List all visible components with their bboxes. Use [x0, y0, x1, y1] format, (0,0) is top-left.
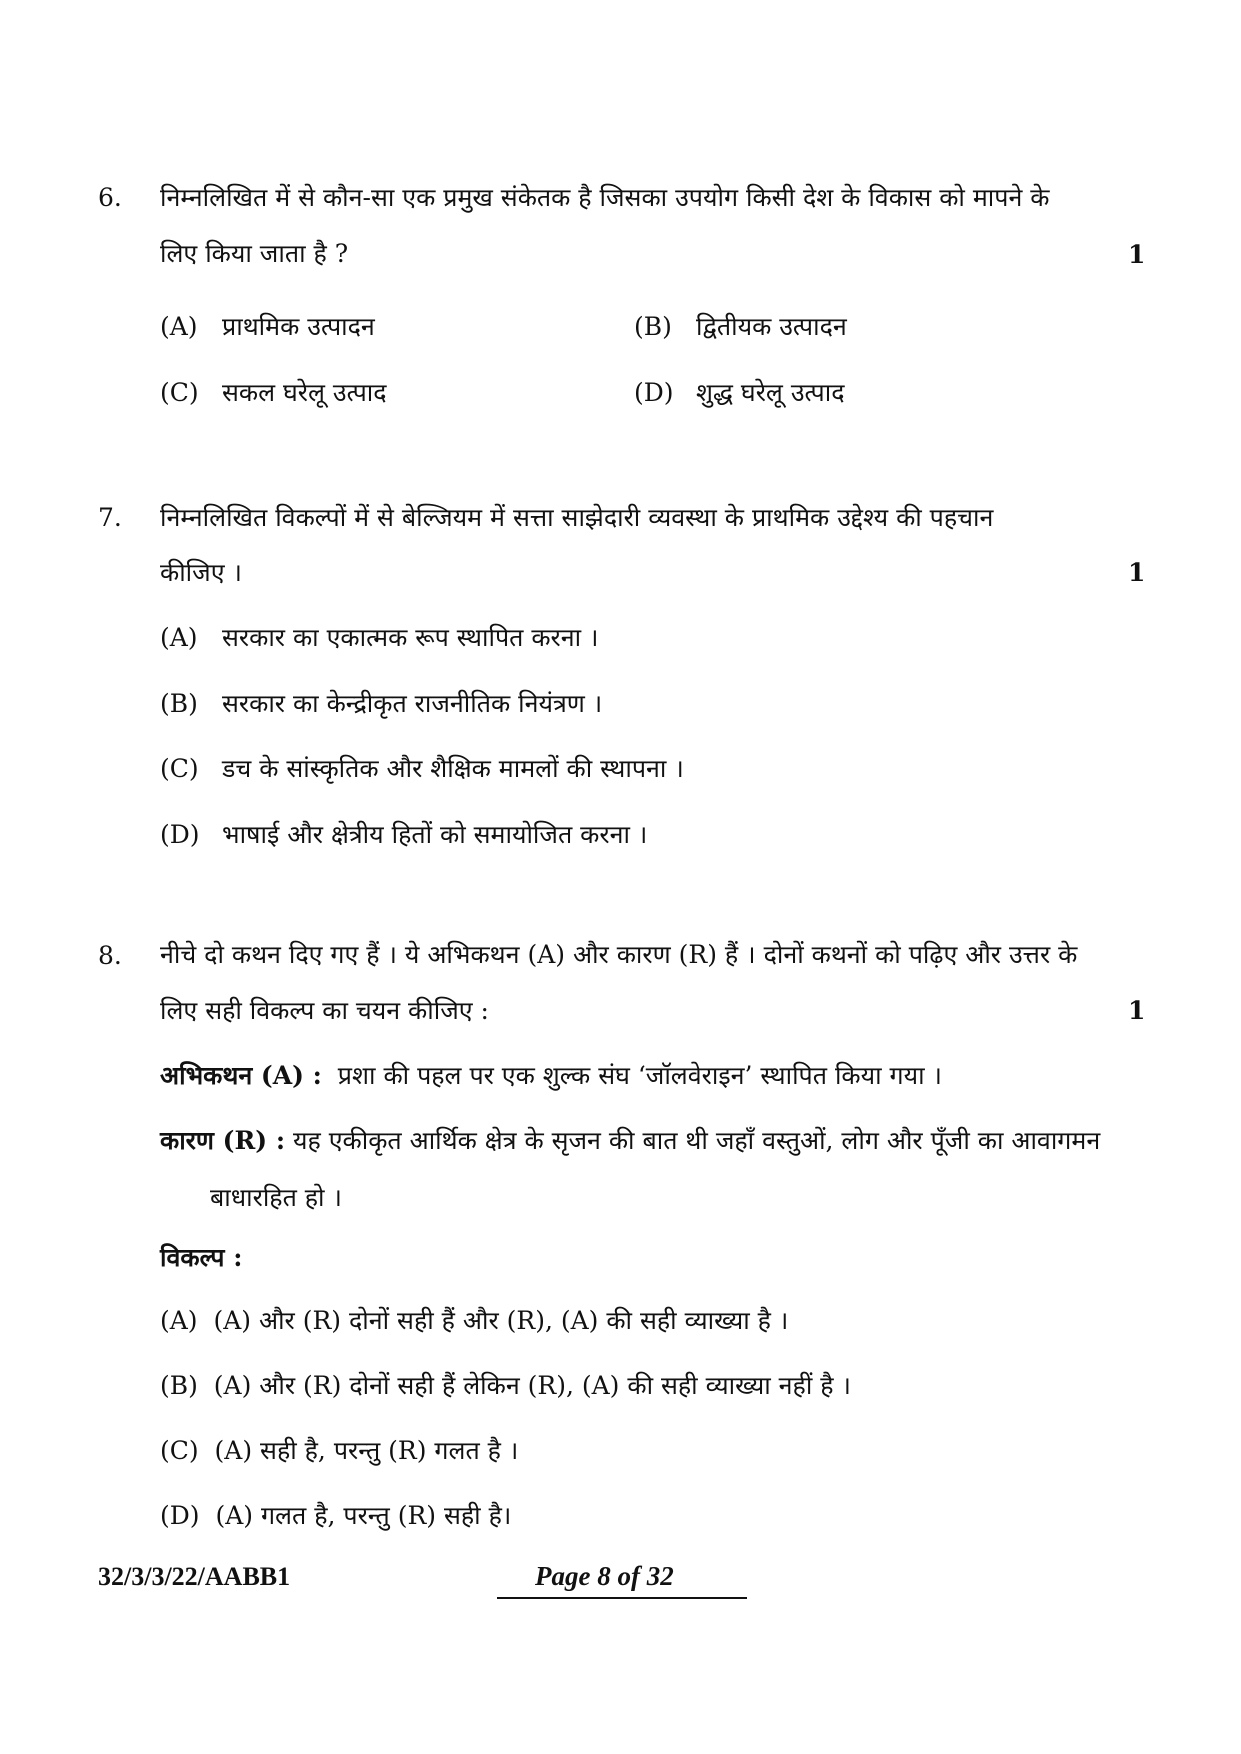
question-7-marks: 1	[1128, 558, 1146, 587]
q8-option-c-label: (C)	[160, 1436, 199, 1465]
q7-option-a-text: सरकार का एकात्मक रूप स्थापित करना ।	[222, 623, 599, 652]
q8-option-c-text: (A) सही है, परन्तु (R) गलत है ।	[214, 1436, 519, 1465]
q6-option-a-text: प्राथमिक उत्पादन	[222, 312, 375, 341]
page-number: Page 8 of 32	[535, 1561, 674, 1591]
assertion-label: अभिकथन (A) :	[160, 1061, 322, 1090]
q6-option-d	[634, 375, 844, 409]
q8-option-d	[160, 1498, 511, 1532]
q8-option-d-text: (A) गलत है, परन्तु (R) सही है।	[215, 1501, 512, 1530]
question-6-number: 6.	[98, 183, 122, 212]
q6-option-c-label: (C)	[160, 378, 199, 407]
q7-option-c-text: डच के सांस्कृतिक और शैक्षिक मामलों की स्थापना ।	[222, 754, 684, 783]
q6-option-b-label: (B)	[634, 312, 672, 341]
question-7-number: 7.	[98, 503, 122, 532]
question-8-number: 8.	[98, 941, 122, 970]
q6-option-b-text: द्वितीयक उत्पादन	[696, 312, 847, 341]
q8-option-b-text: (A) और (R) दोनों सही हैं लेकिन (R), (A) की सही व्याख्या नहीं है ।	[213, 1371, 851, 1400]
q8-option-a-text: (A) और (R) दोनों सही हैं और (R), (A) की सही व्याख्या है ।	[213, 1306, 789, 1335]
question-7-text-line1: निम्नलिखित विकल्पों में से बेल्जियम में सत्ता साझेदारी व्यवस्था के प्राथमिक उद्देश्य की पहचान	[160, 503, 994, 532]
assertion-text: प्रशा की पहल पर एक शुल्क संघ ‘जॉलवेराइन’ स्थापित किया गया ।	[337, 1061, 943, 1090]
q6-option-c	[160, 375, 387, 409]
reason-label: कारण (R) :	[160, 1126, 286, 1155]
question-7-text-line2: कीजिए ।	[160, 558, 242, 587]
q7-option-c	[160, 751, 684, 785]
q6-option-d-label: (D)	[634, 378, 674, 407]
question-8-text-line1: नीचे दो कथन दिए गए हैं । ये अभिकथन (A) और कारण (R) हैं । दोनों कथनों को पढ़िए और उत्तर के	[160, 940, 1078, 969]
q8-option-a	[160, 1303, 788, 1337]
q7-option-a-label: (A)	[160, 623, 198, 652]
q8-option-d-label: (D)	[160, 1501, 200, 1530]
q6-option-a-label: (A)	[160, 312, 198, 341]
question-8-marks: 1	[1128, 996, 1146, 1025]
q7-option-c-label: (C)	[160, 754, 199, 783]
reason-text-line1: यह एकीकृत आर्थिक क्षेत्र के सृजन की बात थी जहाँ वस्तुओं, लोग और पूँजी का आवागमन	[293, 1126, 1101, 1155]
q7-option-b-label: (B)	[160, 689, 198, 718]
q8-option-b-label: (B)	[160, 1371, 198, 1400]
paper-code: 32/3/3/22/AABB1	[98, 1562, 291, 1591]
page-number-underline	[497, 1597, 747, 1599]
q6-option-b	[634, 309, 847, 343]
q8-option-c	[160, 1433, 518, 1467]
question-6-text-line1: निम्नलिखित में से कौन-सा एक प्रमुख संकेतक है जिसका उपयोग किसी देश के विकास को मापने के	[160, 183, 1050, 212]
q8-option-b	[160, 1368, 851, 1402]
question-6-marks: 1	[1128, 240, 1146, 269]
q6-option-a	[160, 309, 375, 343]
reason-text-line2: बाधारहित हो ।	[210, 1183, 342, 1212]
q7-option-b	[160, 686, 602, 720]
q6-option-c-text: सकल घरेलू उत्पाद	[222, 378, 387, 407]
q7-option-d-label: (D)	[160, 820, 200, 849]
question-8-text-line2: लिए सही विकल्प का चयन कीजिए :	[160, 996, 489, 1025]
q8-option-a-label: (A)	[160, 1306, 198, 1335]
q7-option-d-text: भाषाई और क्षेत्रीय हितों को समायोजित करना ।	[222, 820, 648, 849]
q7-option-a	[160, 620, 599, 654]
options-heading: विकल्प :	[160, 1243, 243, 1272]
assertion	[160, 1058, 942, 1092]
q6-option-d-text: शुद्ध घरेलू उत्पाद	[696, 378, 845, 407]
question-6-text-line2: लिए किया जाता है ?	[160, 239, 349, 268]
q7-option-b-text: सरकार का केन्द्रीकृत राजनीतिक नियंत्रण ।	[222, 689, 603, 718]
q7-option-d	[160, 817, 647, 851]
reason	[160, 1123, 1100, 1157]
